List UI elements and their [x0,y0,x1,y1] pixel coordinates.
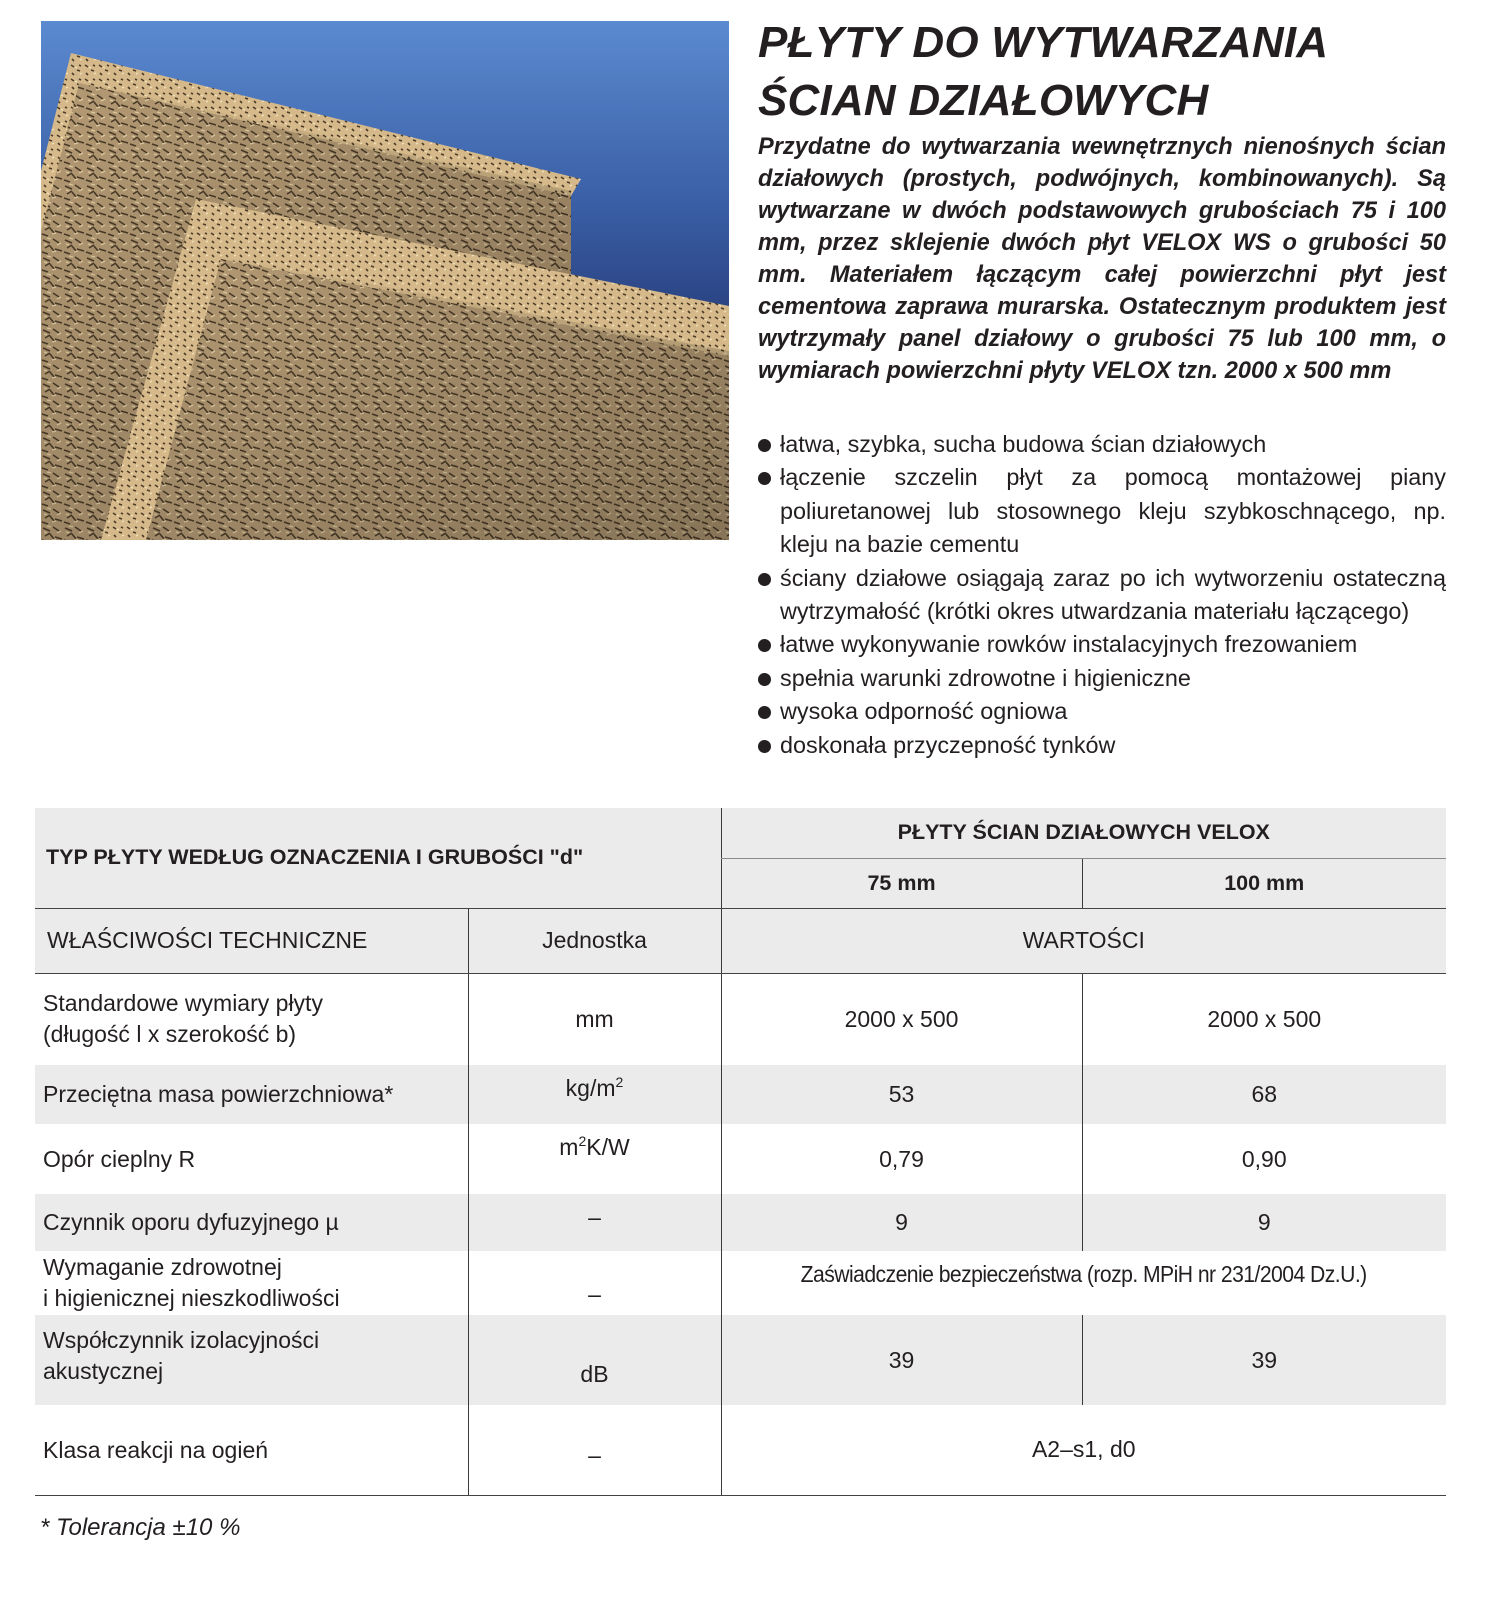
product-photo [41,21,729,540]
column-header-75mm: 75 mm [721,858,1082,908]
value-100mm: 2000 x 500 [1082,973,1446,1065]
feature-item: łączenie szczelin płyt za pomocą montażowej piany poliuretanowej lub stosownego kleju szybkoschnącego, np. kleju na bazie cementu [758,461,1446,561]
property-cell: Czynnik oporu dyfuzyjnego µ [35,1194,468,1251]
title-line-1: PŁYTY DO WYTWARZANIA [758,18,1329,67]
feature-item: doskonała przyczepność tynków [758,729,1446,762]
header-row-group [35,808,1446,858]
feature-item: ściany działowe osiągają zaraz po ich wytworzeniu ostateczną wytrzymałość (krótki okres utwardzania materiału łączącego) [758,562,1446,629]
property-cell: Standardowe wymiary płyty (długość l x szerokość b) [43,990,323,1048]
column-header-100mm: 100 mm [1082,858,1446,908]
table-row [35,973,1446,1065]
value-merged: Zaświadczenie bezpieczeństwa (rozp. MPiH nr 231/2004 Dz.U.) [721,1251,1446,1315]
bullet-icon [758,740,771,753]
bullet-icon [758,573,771,586]
intro-paragraph: Przydatne do wytwarzania wewnętrznych nienośnych ścian działowych (prostych, podwójnych, kombinowanych). Są wytwarzane w dwóch podstawowych grubościach 75 i 100 mm, przez sklejenie dwóch płyt VELOX WS o grubości 50 mm. Materiałem łączącym całej powierzchni płyt jest cementowa zaprawa murarska. Ostatecznym produktem jest wytrzymały panel działowy o grubości 75 lub 100 mm, o wymiarach powierzchni płyty VELOX tzn. 2000 x 500 mm [758,134,1446,384]
unit-cell: mm [468,973,721,1065]
unit-cell: – [468,1251,721,1315]
group-header: PŁYTY ŚCIAN DZIAŁOWYCH VELOX [721,808,1446,858]
value-75mm: 39 [721,1315,1082,1405]
property-cell: Przeciętna masa powierzchniowa* [35,1065,468,1124]
property-cell: Współczynnik izolacyjności akustycznej [35,1315,468,1405]
bullet-icon [758,472,771,485]
value-75mm: 53 [721,1065,1082,1124]
feature-list [758,428,1446,762]
feature-item: wysoka odporność ogniowa [758,695,1446,728]
value-100mm: 39 [1082,1315,1446,1405]
unit-cell: dB [468,1315,721,1405]
bullet-icon [758,706,771,719]
feature-item: łatwa, szybka, sucha budowa ścian działowych [758,428,1446,461]
unit-cell: $m^2K/W$ [468,1124,721,1194]
table-row [35,1124,1446,1194]
property-cell: Wymaganie zdrowotnej i higienicznej nieszkodliwości [43,1254,340,1311]
bullet-icon [758,673,771,686]
table-row [35,1405,1446,1495]
unit-cell: $kg/m^2$ [468,1065,721,1124]
table-row [35,1315,1446,1405]
bullet-icon [758,639,771,652]
property-cell: Opór cieplny R [43,1145,196,1172]
value-75mm: 9 [721,1194,1082,1251]
footnote: * Tolerancja ±10 % [40,1514,241,1541]
velox-boards-illustration [41,21,729,540]
properties-header: WŁAŚCIWOŚCI TECHNICZNE [35,908,468,973]
bullet-icon [758,439,771,452]
feature-item: łatwe wykonywanie rowków instalacyjnych frezowaniem [758,628,1446,661]
table-row [35,1251,1446,1315]
unit-cell: – [468,1194,721,1251]
header-row-labels [35,908,1446,973]
value-merged: A2–s1, d0 [721,1405,1446,1495]
table-row [35,1194,1446,1251]
feature-item: spełnia warunki zdrowotne i higieniczne [758,662,1446,695]
value-75mm: 0,79 [721,1124,1082,1194]
page-title [758,14,1328,130]
values-header: WARTOŚCI [721,908,1446,973]
value-100mm: 9 [1082,1194,1446,1251]
specification-table [35,808,1446,1496]
table-row [35,1065,1446,1124]
title-line-2: ŚCIAN DZIAŁOWYCH [758,76,1209,125]
value-75mm: 2000 x 500 [721,973,1082,1065]
type-header: TYP PŁYTY WEDŁUG OZNACZENIA I GRUBOŚCI "d" [35,808,721,908]
unit-cell: – [468,1405,721,1495]
property-cell: Klasa reakcji na ogień [35,1405,468,1495]
value-100mm: 68 [1082,1065,1446,1124]
unit-header: Jednostka [468,908,721,973]
value-100mm: 0,90 [1082,1124,1446,1194]
